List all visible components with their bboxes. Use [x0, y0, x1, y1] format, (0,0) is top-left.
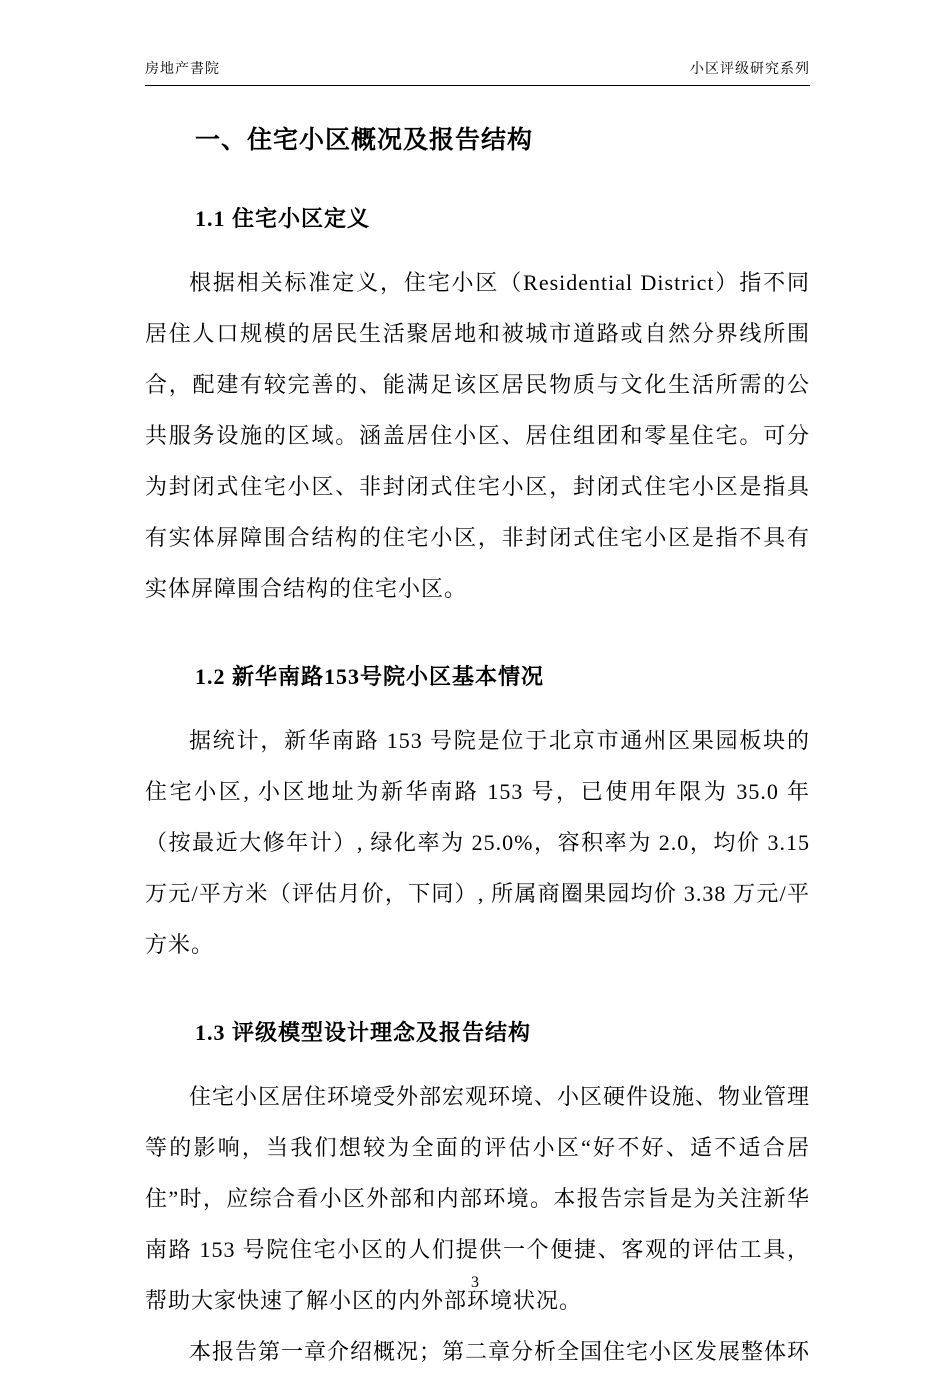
- section-1-1-heading: 1.1 住宅小区定义: [195, 206, 371, 231]
- header-left-text: 房地产書院: [145, 62, 220, 77]
- page-number: 3: [471, 1274, 479, 1291]
- section-1-1: [145, 202, 810, 614]
- section-1-3-paragraph-2: 本报告第一章介绍概况；第二章分析全国住宅小区发展整体环: [189, 1339, 811, 1364]
- section-1-2-paragraph: 据统计，新华南路 153 号院是位于北京市通州区果园板块的住宅小区, 小区地址为新华南路 153 号，已使用年限为 35.0 年（按最近大修年计）, 绿化率为 25.0%，容积率为 2.0，均价 3.15 万元/平方米（评估月价，下同）, 所属商圈果园均价 3.38 万元/平方米。: [145, 728, 810, 957]
- section-1-2-heading: 1.2 新华南路153号院小区基本情况: [195, 664, 545, 689]
- document-body: [145, 120, 810, 1377]
- section-1-3: [145, 1016, 810, 1377]
- section-1-1-paragraph: 根据相关标准定义，住宅小区（Residential District）指不同居住人口规模的居民生活聚居地和被城市道路或自然分界线所围合，配建有较完善的、能满足该区居民物质与文化生活所需的公共服务设施的区域。涵盖居住小区、居住组团和零星住宅。可分为封闭式住宅小区、非封闭式住宅小区，封闭式住宅小区是指具有实体屏障围合结构的住宅小区，非封闭式住宅小区是指不具有实体屏障围合结构的住宅小区。: [145, 270, 810, 601]
- section-1-3-heading: 1.3 评级模型设计理念及报告结构: [195, 1020, 532, 1045]
- page-header: [145, 58, 810, 86]
- section-1-2: [145, 660, 810, 970]
- chapter-title: 一、住宅小区概况及报告结构: [195, 127, 534, 154]
- header-right-text: 小区评级研究系列: [690, 62, 810, 77]
- section-1-3-paragraph-1: 住宅小区居住环境受外部宏观环境、小区硬件设施、物业管理等的影响，当我们想较为全面的评估小区“好不好、适不适合居住”时，应综合看小区外部和内部环境。本报告宗旨是为关注新华南路 153 号院住宅小区的人们提供一个便捷、客观的评估工具，帮助大家快速了解小区的内外部环境状况。: [145, 1084, 811, 1313]
- page-footer: [0, 1274, 950, 1292]
